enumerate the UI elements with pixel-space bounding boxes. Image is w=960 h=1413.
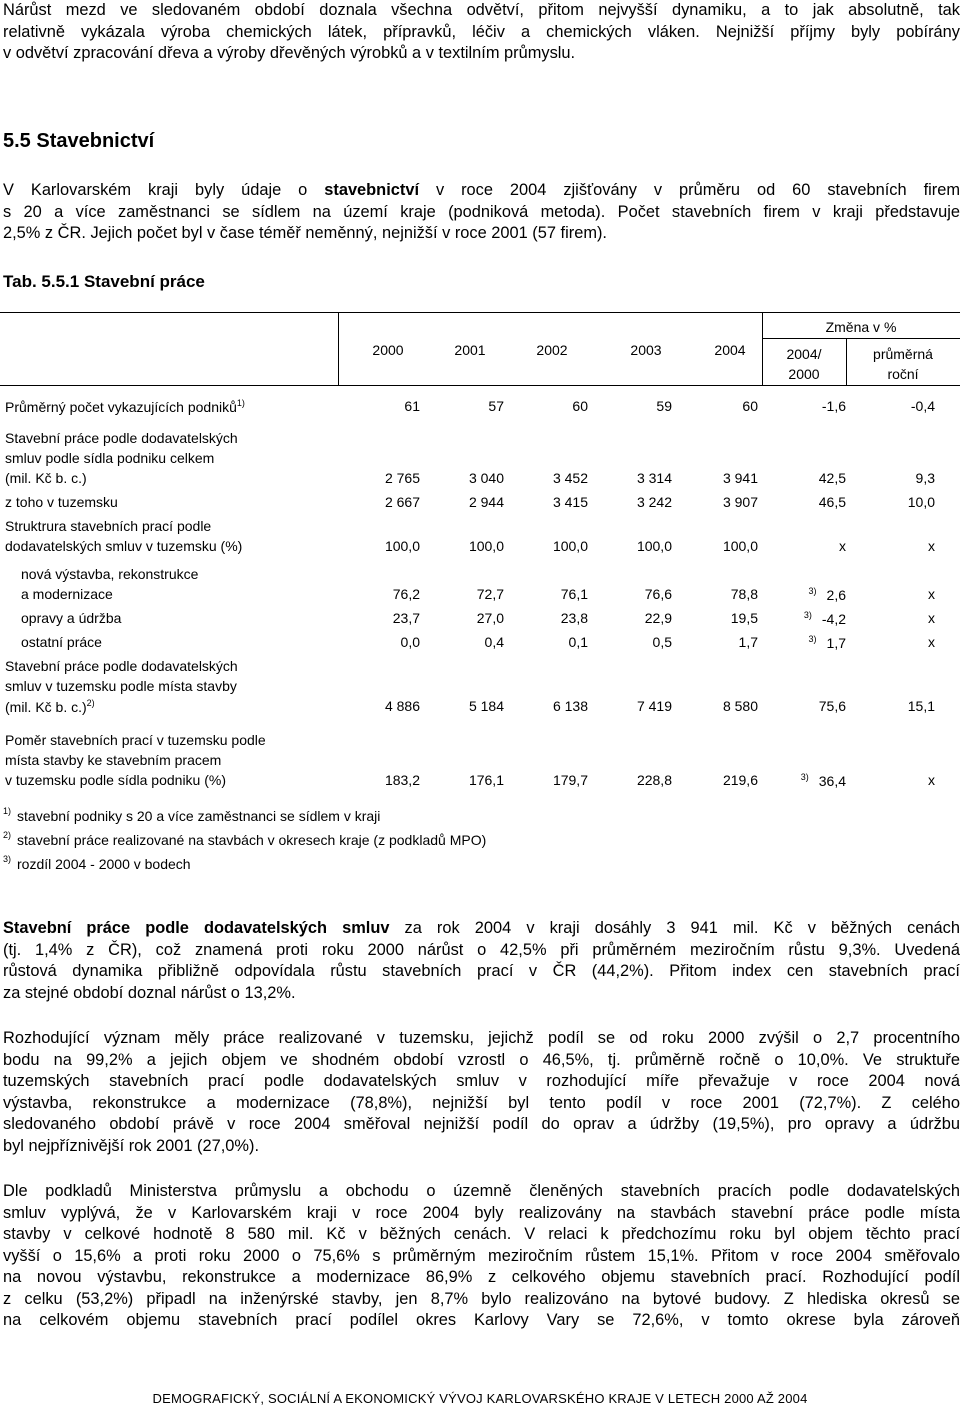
table-cell: 0,0 bbox=[400, 634, 420, 650]
change-cell: 42,5 bbox=[818, 470, 846, 486]
table-cell: 3 314 bbox=[636, 470, 672, 486]
avg-cell: x bbox=[928, 610, 935, 626]
footnote-ref: 3) bbox=[808, 586, 817, 596]
intro-paragraph bbox=[3, 0, 960, 65]
avg-cell: x bbox=[928, 586, 935, 602]
avg-cell: 10,0 bbox=[907, 494, 935, 510]
header-col-b: průměrná bbox=[873, 346, 933, 362]
table-cell: 2 667 bbox=[384, 494, 420, 510]
avg-cell: 15,1 bbox=[907, 698, 935, 714]
text-line: V Karlovarském kraji byly údaje o stavebnictví v roce 2004 zjišťovány v průměru od 60 stavebních firem bbox=[3, 181, 960, 199]
row-label: Stavební práce podle dodavatelských bbox=[5, 430, 238, 446]
row-label: (mil. Kč b. c.) bbox=[5, 470, 87, 486]
avg-cell: x bbox=[928, 772, 935, 788]
table-cell: 3 941 bbox=[722, 470, 758, 486]
row-label: nová výstavba, rekonstrukce bbox=[21, 566, 199, 582]
table-cell: 2 944 bbox=[468, 494, 504, 510]
row-label: smluv podle sídla podniku celkem bbox=[5, 450, 215, 466]
table-cell: 23,7 bbox=[392, 610, 420, 626]
footnote-ref: 3) bbox=[803, 610, 812, 620]
table-cell: 4 886 bbox=[384, 698, 420, 714]
table-cell: 100,0 bbox=[384, 538, 420, 554]
table-cell: 100,0 bbox=[552, 538, 588, 554]
change-cell: 75,6 bbox=[818, 698, 846, 714]
table-cell: 60 bbox=[572, 398, 588, 414]
row-label: Struktrura stavebních prací podle bbox=[5, 518, 212, 534]
row-label: Stavební práce podle dodavatelských bbox=[5, 658, 238, 674]
table-cell: 27,0 bbox=[476, 610, 504, 626]
table-cell: 6 138 bbox=[552, 698, 588, 714]
text-line: s 20 a více zaměstnanci se sídlem na území kraje (podniková metoda). Počet stavebních firem v kraji představuje bbox=[3, 202, 960, 221]
table-cell: 2 765 bbox=[384, 470, 420, 486]
table-cell: 3 242 bbox=[636, 494, 672, 510]
text-line: Rozhodující význam měly práce realizované v tuzemsku, jejichž podíl se od roku 2000 zvýšil o 2,7 procentního bbox=[3, 1029, 960, 1047]
footnote-ref: 3) bbox=[800, 772, 809, 782]
table-cell: 76,6 bbox=[644, 586, 672, 602]
row-label: Průměrný počet vykazujících podniků$^{1)}$ bbox=[5, 398, 245, 415]
change-cell: $^{3)}$ 1,7 bbox=[808, 634, 846, 651]
table-cell: 60 bbox=[742, 398, 758, 414]
row-label: v tuzemsku podle sídla podniku (%) bbox=[5, 772, 226, 788]
table-cell: 22,9 bbox=[644, 610, 672, 626]
text-line: smluv vyplývá, že v Karlovarském kraji v roce 2004 byly realizovány na stavbách stavební práce podle místa bbox=[3, 1203, 960, 1222]
change-cell: 46,5 bbox=[818, 494, 846, 510]
table-cell: 61 bbox=[404, 398, 420, 414]
paragraph-mpo bbox=[3, 1181, 960, 1332]
header-year: 2004 bbox=[714, 342, 746, 358]
footnote: $^{2)}$ stavební práce realizované na stavbách v okresech kraje (z podkladů MPO) bbox=[3, 830, 487, 848]
footnote: $^{3)}$ rozdíl 2004 - 2000 v bodech bbox=[3, 854, 191, 872]
text-line: za stejné období doznal nárůst o 13,2%. bbox=[3, 983, 296, 1002]
page-footer: DEMOGRAFICKÝ, SOCIÁLNÍ A EKONOMICKÝ VÝVOJ KARLOVARSKÉHO KRAJE V LETECH 2000 AŽ 2004 bbox=[152, 1391, 808, 1406]
header-col-a: 2004/ bbox=[786, 346, 822, 362]
footnote-ref: 2) bbox=[86, 698, 95, 708]
paragraph-domestic bbox=[3, 1028, 960, 1157]
table-cell: 3 452 bbox=[552, 470, 588, 486]
row-label: a modernizace bbox=[21, 586, 113, 602]
table-cell: 3 907 bbox=[722, 494, 758, 510]
table-cell: 0,1 bbox=[568, 634, 588, 650]
footnote: $^{1)}$ stavební podniky s 20 a více zaměstnanci se sídlem v kraji bbox=[3, 806, 381, 824]
table-cell: 100,0 bbox=[636, 538, 672, 554]
table-cell: 7 419 bbox=[636, 698, 672, 714]
text-line: růstová dynamika přibližně odpovídala růstu stavebních prací v ČR (44,2%). Přitom index cen stavebních prací bbox=[3, 962, 960, 980]
table-cell: 3 040 bbox=[468, 470, 504, 486]
text-line: na novou výstavbu, rekonstrukce a modernizace 86,9% z celkového objemu stavebních prací. Rozhodující podíl bbox=[3, 1268, 960, 1286]
table-cell: 76,2 bbox=[392, 586, 420, 602]
construction-table bbox=[0, 312, 960, 789]
table-cell: 59 bbox=[656, 398, 672, 414]
table-cell: 5 184 bbox=[468, 698, 504, 714]
change-cell: -1,6 bbox=[821, 398, 846, 414]
table-cell: 72,7 bbox=[476, 586, 504, 602]
header-col-b: roční bbox=[887, 366, 919, 382]
table-cell: 8 580 bbox=[722, 698, 758, 714]
avg-cell: x bbox=[928, 634, 935, 650]
header-change: Změna v % bbox=[825, 319, 897, 335]
row-label: z toho v tuzemsku bbox=[5, 494, 118, 510]
row-label: (mil. Kč b. c.)$^{2)}$ bbox=[5, 698, 95, 715]
change-cell: x bbox=[839, 538, 846, 554]
header-year: 2001 bbox=[454, 342, 486, 358]
row-label: místa stavby ke stavebním pracem bbox=[5, 752, 222, 768]
bold-term: stavebnictví bbox=[324, 181, 419, 199]
row-label: dodavatelských smluv v tuzemsku (%) bbox=[5, 538, 243, 554]
bold-term: Stavební práce podle dodavatelských smluv bbox=[3, 919, 390, 937]
text-line: na celkovém objemu stavebních prací podílel okres Karlovy Vary se 72,6%, v tomto okrese byla zároveň bbox=[3, 1311, 960, 1329]
table-cell: 228,8 bbox=[636, 772, 672, 788]
table-cell: 1,7 bbox=[738, 634, 758, 650]
avg-cell: x bbox=[928, 538, 935, 554]
table-cell: 183,2 bbox=[384, 772, 420, 788]
table-cell: 78,8 bbox=[730, 586, 758, 602]
text-line: sledovaného období právě v roce 2004 směřoval nejnižší podíl do oprav a údržby (19,5%), pro opravy a údržbu bbox=[3, 1115, 960, 1133]
footnote-ref: 1) bbox=[236, 398, 245, 408]
table-cell: 100,0 bbox=[722, 538, 758, 554]
avg-cell: -0,4 bbox=[910, 398, 935, 414]
header-year: 2003 bbox=[630, 342, 662, 358]
header-year: 2002 bbox=[536, 342, 568, 358]
avg-cell: 9,3 bbox=[915, 470, 935, 486]
table-title: Tab. 5.5.1 Stavební práce bbox=[3, 272, 205, 291]
text-line: v odvětví zpracování dřeva a výroby dřevěných výrobků a v textilním průmyslu. bbox=[3, 44, 576, 62]
header-col-a: 2000 bbox=[788, 366, 820, 382]
table-cell: 179,7 bbox=[552, 772, 588, 788]
text-line: vyšší o 15,6% a proti roku 2000 o 75,6% s průměrným meziročním růstem 15,1%. Přitom v roce 2004 směřovalo bbox=[3, 1246, 960, 1265]
table-cell: 57 bbox=[488, 398, 504, 414]
text-line: výstavba, rekonstrukce a modernizace (78,8%), nejnižší byl tento podíl v roce 2001 (72,7%). Z celého bbox=[3, 1093, 960, 1112]
change-cell: $^{3)}$ 36,4 bbox=[800, 772, 846, 789]
change-cell: $^{3)}$ -4,2 bbox=[803, 610, 846, 627]
paragraph-construction-total bbox=[3, 918, 960, 1004]
table-cell: 0,4 bbox=[484, 634, 504, 650]
table-cell: 219,6 bbox=[722, 772, 758, 788]
row-label: Poměr stavebních prací v tuzemsku podle bbox=[5, 732, 266, 748]
section-paragraph bbox=[3, 180, 960, 245]
section-title: 5.5 Stavebnictví bbox=[3, 130, 155, 152]
text-line: Stavební práce podle dodavatelských smluv za rok 2004 v kraji dosáhly 3 941 mil. Kč v běžných cenách bbox=[3, 919, 960, 937]
row-label: smluv v tuzemsku podle místa stavby bbox=[5, 678, 237, 694]
table-cell: 3 415 bbox=[552, 494, 588, 510]
footnote-ref: 3) bbox=[808, 634, 817, 644]
text-line: byl nejpříznivější rok 2001 (27,0%). bbox=[3, 1136, 259, 1155]
text-line: relativně vykázala výroba chemických látek, přípravků, léčiv a chemických vláken. Nejnižší příjmy byly pobírány bbox=[3, 22, 960, 41]
text-line: (tj. 1,4% z ČR), což znamená proti roku 2000 nárůst o 42,5% při průměrném meziročním růstu 9,3%. Uvedená bbox=[3, 940, 960, 959]
table-cell: 100,0 bbox=[468, 538, 504, 554]
table-cell: 19,5 bbox=[730, 610, 758, 626]
table-cell: 0,5 bbox=[652, 634, 672, 650]
table-cell: 176,1 bbox=[468, 772, 504, 788]
table-cell: 23,8 bbox=[560, 610, 588, 626]
table-top-rule bbox=[0, 312, 960, 313]
row-label: opravy a údržba bbox=[21, 610, 122, 626]
text-line: stavby v celkové hodnotě 8 580 mil. Kč v běžných cenách. V relaci k předchozímu roku byl objem těchto prací bbox=[3, 1225, 960, 1243]
text-line: bodu na 99,2% a jejich objem ve shodném období vzrostl o 46,5%, tj. průměrně ročně o 10,0%. Ve struktuře bbox=[3, 1050, 960, 1069]
text-line: tuzemských stavebních prací podle dodavatelských smluv v rozhodující míře převažuje v roce 2004 nová bbox=[3, 1072, 960, 1090]
text-line: Dle podkladů Ministerstva průmyslu a obchodu o územně členěných stavebních pracích podle dodavatelských bbox=[3, 1182, 960, 1200]
header-year: 2000 bbox=[372, 342, 404, 358]
header-bottom-rule bbox=[0, 385, 960, 386]
row-label: ostatní práce bbox=[21, 634, 102, 650]
table-cell: 76,1 bbox=[560, 586, 588, 602]
text-line: z celku (53,2%) připadl na inženýrské stavby, jen 8,7% bylo realizováno na bytové budovy. Z hlediska okresů se bbox=[3, 1289, 960, 1308]
text-line: 2,5% z ČR. Jejich počet byl v čase téměř neměnný, nejnižší v roce 2001 (57 firem). bbox=[3, 224, 607, 242]
header-separator bbox=[338, 312, 339, 385]
text-line: Nárůst mezd ve sledovaném období doznala všechna odvětví, přitom nejvyšší dynamiku, a to jak absolutně, tak bbox=[3, 1, 960, 19]
change-cell: $^{3)}$ 2,6 bbox=[808, 586, 846, 603]
header-change-rule bbox=[762, 338, 960, 339]
